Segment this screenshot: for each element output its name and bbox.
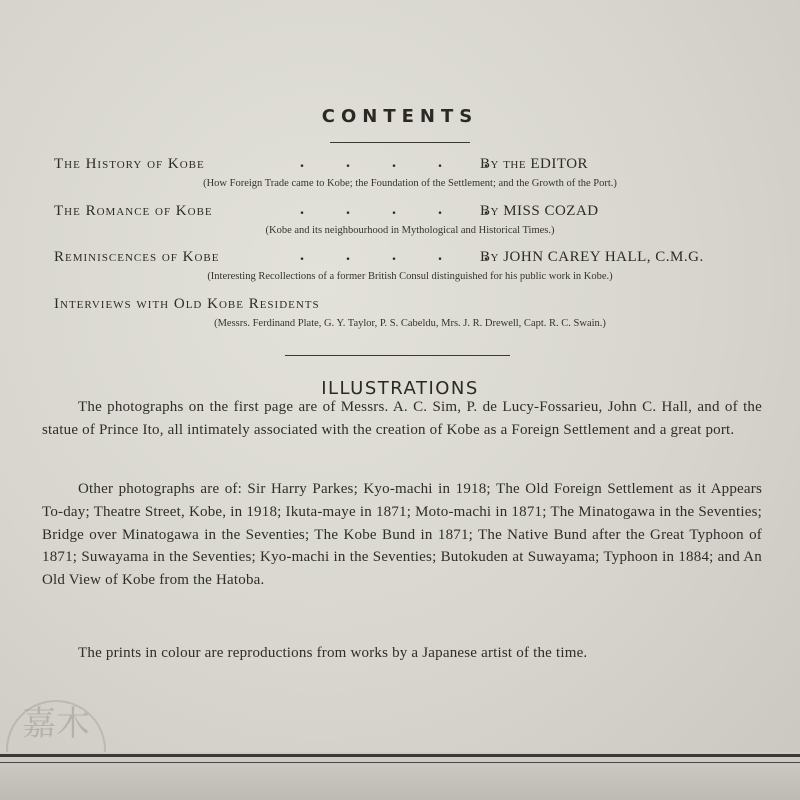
entry-description: (Interesting Recollections of a former British Consul distinguished for his public work in Kobe.) [207,271,613,282]
contents-heading-rule [330,142,470,143]
bottom-border-rule [0,754,800,757]
entry-description: (Messrs. Ferdinand Plate, G. Y. Taylor, P. S. Cabeldu, Mrs. J. R. Drewell, Capt. R. C. Swain.) [214,318,606,329]
entry-title: The Romance of Kobe [54,203,213,219]
entry-author: By JOHN CAREY HALL, C.M.G. [480,249,704,265]
bottom-border-rule-thin [0,762,800,763]
contents-entry-romance [50,201,770,236]
entry-leader-dots: . . . . . [300,247,507,264]
illustrations-paragraph-3: The prints in colour are reproductions from works by a Japanese artist of the time. [78,645,588,661]
entry-title: Interviews with Old Kobe Residents [54,296,320,312]
illustrations-heading: ILLUSTRATIONS [321,378,479,399]
page-bottom-edge [0,752,800,800]
entry-leader-dots: . . . . . [300,154,507,171]
entry-title: The History of Kobe [54,156,205,172]
section-divider-rule [285,355,510,356]
contents-entry-history [50,154,770,189]
entry-title: Reminiscences of Kobe [54,249,220,265]
contents-heading: CONTENTS [321,106,479,127]
entry-description: (Kobe and its neighbourhood in Mythological and Historical Times.) [265,225,555,236]
entry-author: By MISS COZAD [480,203,599,219]
contents-entry-interviews [50,296,770,329]
seal-watermark: 嘉木 [6,700,106,800]
contents-entry-reminiscences [50,247,770,282]
entry-leader-dots: . . . . . [300,201,507,218]
illustrations-paragraph-2: Other photographs are of: Sir Harry Parkes; Kyo-machi in 1918; The Old Foreign Settlement as it Appears To-day; Theatre Street, Kobe, in 1918; Ikuta-maye in 1871; Moto-machi in 1871; The Minatogawa in the Seventies; Bridge over Minatogawa in the Seventies; The Kobe Bund in 1871; The Native Bund after the Great Typhoon of 1871; Suwayama in the Seventies; Kyo-machi in the Seventies; Butokuden at Suwayama; Typhoon in 1884; and An Old View of Kobe from the Hatoba. [42,481,762,589]
illustrations-paragraph-1: The photographs on the first page are of Messrs. A. C. Sim, P. de Lucy-Fossarieu, John C. Hall, and of the statue of Prince Ito, all intimately associated with the creation of Kobe as a Foreign Settlement and a great port. [42,399,762,438]
entry-author: By the EDITOR [480,156,589,172]
entry-description: (How Foreign Trade came to Kobe; the Foundation of the Settlement; and the Growth of the Port.) [203,178,617,189]
